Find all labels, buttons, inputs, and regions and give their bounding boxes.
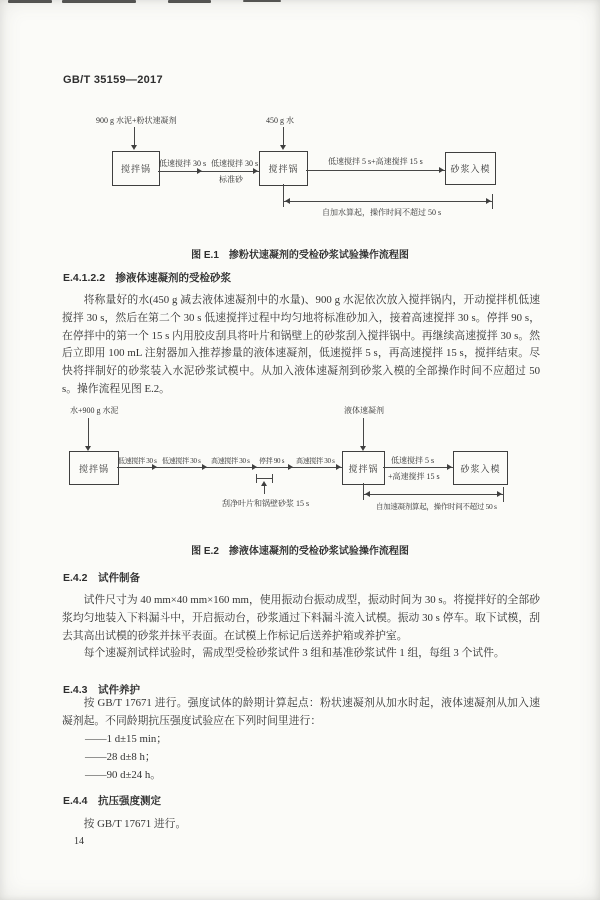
- fig2-chain-line: [117, 467, 342, 468]
- fig2-step-label-2: 低速搅拌 30 s: [162, 457, 201, 465]
- fig2-final-step-line1: 低速搅拌 5 s: [391, 456, 435, 465]
- fig1-input-water-label: 450 g 水: [266, 116, 294, 125]
- section-e44-heading: E.4.4 抗压强度测定: [63, 795, 162, 807]
- fig2-arrow-down-left: [88, 418, 89, 447]
- section-e43-heading: E.4.3 试件养护: [63, 684, 141, 696]
- fig2-dim-left-leader: [363, 483, 364, 500]
- fig2-scrape-leader: [264, 486, 265, 494]
- fig2-step-label-3: 高速搅拌 30 s: [211, 457, 250, 465]
- fig1-duration-note: 自加水算起，操作时间不超过 50 s: [322, 208, 442, 217]
- curing-age-item-1: ——1 d±15 min；: [85, 733, 168, 745]
- section-e42-body: [62, 592, 540, 663]
- fig2-final-line: [383, 467, 453, 468]
- fig2-arrowhead-4: [288, 464, 293, 470]
- fig1-step1-label: 低速搅拌 30 s: [159, 159, 207, 168]
- fig2-duration-note: 自加速凝剂算起，操作时间不超过 50 s: [376, 502, 497, 511]
- fig1-mixer-box-1: 搅拌锅: [112, 151, 160, 186]
- fig2-mixer-box-2: 搅拌锅: [342, 451, 385, 485]
- curing-age-item-2: ——28 d±8 h；: [85, 751, 156, 763]
- paragraph-text: 将称量好的水(450 g 减去液体速凝剂中的水量)、900 g 水泥依次放入搅拌锅内，开动搅拌机低速搅拌 30 s，然后在第二个 30 s 低速搅拌过程中均匀地将标准砂加入，接着高速搅拌 30 s。停拌 90 s，在停拌中的第一个 15 s 内用胶皮刮具将叶片和锅壁上的砂浆刮入搅拌锅中。再继续高速搅拌 30 s。然后立即用 100 mL 注射器加入推荐掺量的液体速凝剂，低速搅拌 5 s，再高速搅拌 15 s，搅拌结束。尽快将拌制好的砂浆装入水泥砂浆试模中。从加入液体速凝剂到砂浆入模的全部操作时间不应超过 50 s。操作流程见图 E.2。: [62, 294, 540, 395]
- fig2-arrowhead-2: [202, 464, 207, 470]
- page-number: 14: [74, 836, 84, 847]
- fig1-mold-box: 砂浆入模: [445, 152, 496, 185]
- paragraph-text: 每个速凝剂试样试验时，需成型受检砂浆试件 3 组和基准砂浆试件 1 组，每组 3 个试件。: [83, 647, 505, 660]
- fig1-mixer-box-2: 搅拌锅: [259, 151, 308, 186]
- fig2-mold-box: 砂浆入模: [453, 451, 508, 485]
- fig2-step-label-4: 停拌 90 s: [259, 457, 285, 465]
- fig2-arrow-down-right: [363, 418, 364, 447]
- standard-code-header: GB/T 35159—2017: [63, 74, 163, 86]
- fig2-scrape-tick-right: [272, 474, 273, 483]
- fig1-input-cement-accelerator-label: 900 g 水泥+粉状速凝剂: [96, 116, 177, 125]
- section-e43-body: [62, 695, 540, 731]
- fig2-final-step-line2: +高速搅拌 15 s: [388, 472, 440, 481]
- fig1-step3-label: 低速搅拌 5 s+高速搅拌 15 s: [328, 157, 423, 166]
- fig2-dim-line: [363, 494, 503, 495]
- fig2-step-label-5: 高速搅拌 30 s: [296, 457, 335, 465]
- fig2-scrape-line: [257, 478, 272, 479]
- fig2-scrape-note: 刮净叶片和锅壁砂浆 15 s: [222, 499, 310, 508]
- fig2-arrowhead-3: [252, 464, 257, 470]
- section-e44-body: [62, 816, 540, 834]
- paragraph-text: 按 GB/T 17671 进行。强度试体的龄期计算起点：粉状速凝剂从加水时起，液体速凝剂从加入速凝剂起。不同龄期抗压强度试验应在下列时间里进行：: [62, 697, 540, 727]
- fig2-mixer-box-1: 搅拌锅: [69, 451, 119, 485]
- fig1-standard-sand-label: 标准砂: [219, 175, 243, 184]
- figure-e2-caption: 图 E.2 掺液体速凝剂的受检砂浆试验操作流程图: [191, 546, 409, 557]
- section-e42-heading: E.4.2 试件制备: [63, 572, 141, 584]
- fig2-arrowhead-into-mold: [447, 464, 452, 470]
- fig2-dim-arrow-right: [497, 491, 502, 497]
- fig1-step2-label: 低速搅拌 30 s: [211, 159, 259, 168]
- figure-e1-caption: 图 E.1 掺粉状速凝剂的受检砂浆试验操作流程图: [191, 250, 409, 261]
- paragraph-text: 按 GB/T 17671 进行。: [83, 818, 187, 830]
- fig2-dim-arrow-left: [365, 491, 370, 497]
- section-e4122-heading: E.4.1.2.2 掺液体速凝剂的受检砂浆: [63, 272, 232, 284]
- fig2-input-water-cement-label: 水+900 g 水泥: [70, 406, 119, 415]
- fig2-input-liquid-accelerator-label: 液体速凝剂: [344, 406, 384, 415]
- curing-age-item-3: ——90 d±24 h。: [85, 769, 162, 781]
- fig2-arrowhead-into-box2: [336, 464, 341, 470]
- fig2-step-label-1: 低速搅拌 30 s: [118, 457, 157, 465]
- fig2-dim-right-tick: [503, 487, 504, 502]
- paragraph-text: 试件尺寸为 40 mm×40 mm×160 mm，使用振动台振动成型，振动时间为 30 s。将搅拌好的全部砂浆均匀地装入下料漏斗中，开启振动台，砂浆通过下料漏斗流入试模。振动 30 s 停车。取下试模，刮去其高出试模的砂浆并抹平表面。在试模上作标记后送养护箱或养护室。: [62, 594, 540, 642]
